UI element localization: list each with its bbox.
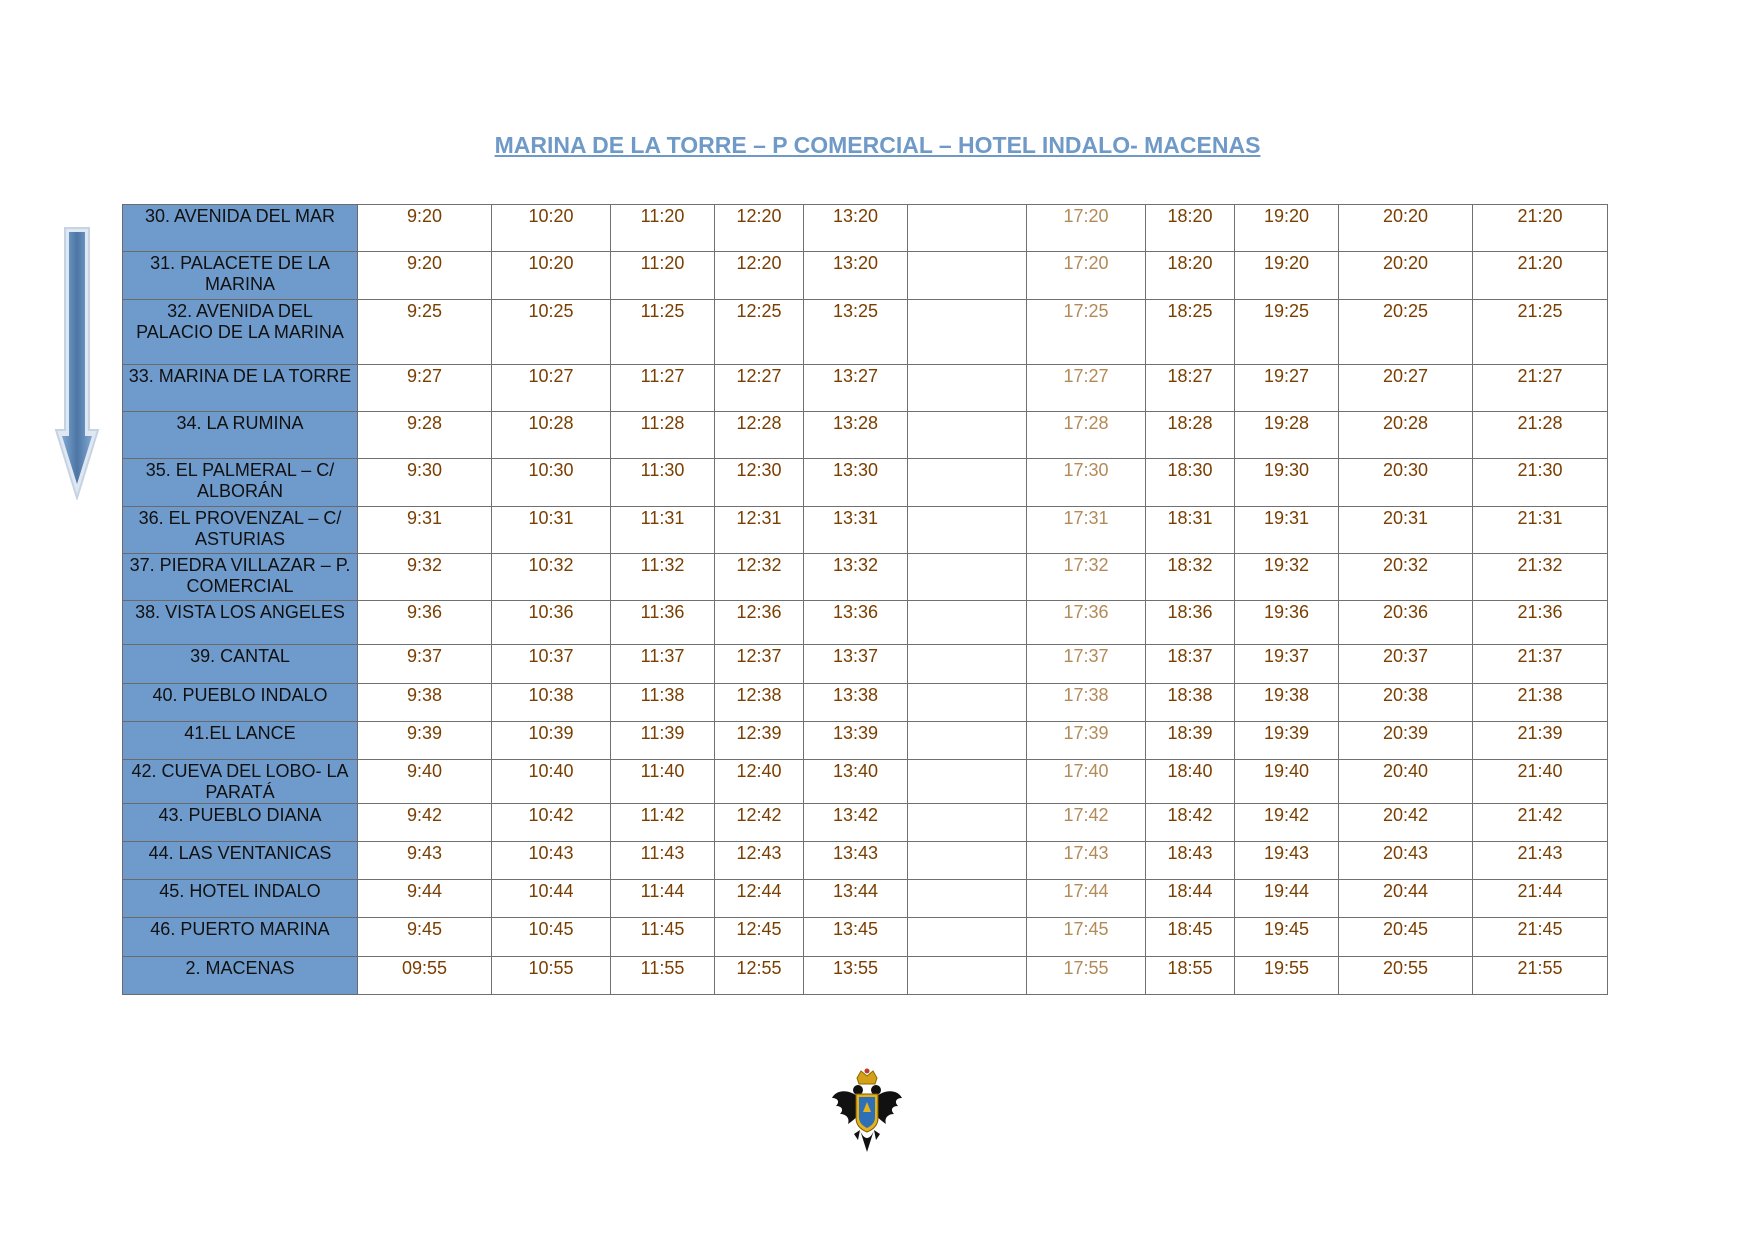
- empty-time-cell: [908, 300, 1027, 365]
- departure-time-cell: 10:39: [492, 722, 611, 760]
- departure-time-cell: 21:40: [1473, 760, 1608, 804]
- stop-name-cell: 37. PIEDRA VILLAZAR – P. COMERCIAL: [123, 554, 358, 601]
- departure-time-cell: 20:37: [1339, 645, 1473, 684]
- departure-time-cell: 17:42: [1027, 804, 1146, 842]
- stop-name-cell: 35. EL PALMERAL – C/ ALBORÁN: [123, 459, 358, 507]
- departure-time-cell: 12:42: [715, 804, 804, 842]
- departure-time-cell: 18:45: [1146, 918, 1235, 957]
- departure-time-cell: 19:31: [1235, 507, 1339, 554]
- departure-time-cell: 19:40: [1235, 760, 1339, 804]
- departure-time-cell: 19:25: [1235, 300, 1339, 365]
- departure-time-cell: 10:20: [492, 205, 611, 252]
- departure-time-cell: 18:39: [1146, 722, 1235, 760]
- departure-time-cell: 21:20: [1473, 252, 1608, 300]
- departure-time-cell: 20:25: [1339, 300, 1473, 365]
- departure-time-cell: 17:20: [1027, 205, 1146, 252]
- departure-time-cell: 20:43: [1339, 842, 1473, 880]
- departure-time-cell: 17:32: [1027, 554, 1146, 601]
- departure-time-cell: 9:43: [358, 842, 492, 880]
- departure-time-cell: 11:42: [611, 804, 715, 842]
- departure-time-cell: 11:55: [611, 957, 715, 995]
- stop-name-cell: 43. PUEBLO DIANA: [123, 804, 358, 842]
- empty-time-cell: [908, 722, 1027, 760]
- departure-time-cell: 09:55: [358, 957, 492, 995]
- departure-time-cell: 18:55: [1146, 957, 1235, 995]
- departure-time-cell: 11:20: [611, 205, 715, 252]
- departure-time-cell: 9:38: [358, 684, 492, 722]
- departure-time-cell: 17:37: [1027, 645, 1146, 684]
- table-row: [123, 957, 1608, 995]
- departure-time-cell: 13:30: [804, 459, 908, 507]
- departure-time-cell: 10:38: [492, 684, 611, 722]
- coat-of-arms-icon: [830, 1068, 904, 1156]
- departure-time-cell: 9:20: [358, 252, 492, 300]
- departure-time-cell: 10:45: [492, 918, 611, 957]
- empty-time-cell: [908, 880, 1027, 918]
- departure-time-cell: 17:43: [1027, 842, 1146, 880]
- table-row: [123, 722, 1608, 760]
- departure-time-cell: 20:45: [1339, 918, 1473, 957]
- departure-time-cell: 19:20: [1235, 252, 1339, 300]
- departure-time-cell: 20:38: [1339, 684, 1473, 722]
- departure-time-cell: 21:32: [1473, 554, 1608, 601]
- departure-time-cell: 20:44: [1339, 880, 1473, 918]
- departure-time-cell: 12:20: [715, 252, 804, 300]
- departure-time-cell: 11:30: [611, 459, 715, 507]
- departure-time-cell: 21:43: [1473, 842, 1608, 880]
- departure-time-cell: 12:30: [715, 459, 804, 507]
- table-row: [123, 412, 1608, 459]
- departure-time-cell: 17:28: [1027, 412, 1146, 459]
- departure-time-cell: 12:36: [715, 601, 804, 645]
- departure-time-cell: 21:25: [1473, 300, 1608, 365]
- table-row: [123, 507, 1608, 554]
- empty-time-cell: [908, 760, 1027, 804]
- table-row: [123, 300, 1608, 365]
- departure-time-cell: 18:20: [1146, 252, 1235, 300]
- table-row: [123, 684, 1608, 722]
- table-row: [123, 365, 1608, 412]
- departure-time-cell: 10:37: [492, 645, 611, 684]
- empty-time-cell: [908, 554, 1027, 601]
- departure-time-cell: 11:43: [611, 842, 715, 880]
- departure-time-cell: 18:20: [1146, 205, 1235, 252]
- table-row: [123, 842, 1608, 880]
- departure-time-cell: 12:44: [715, 880, 804, 918]
- departure-time-cell: 21:28: [1473, 412, 1608, 459]
- departure-time-cell: 11:20: [611, 252, 715, 300]
- stop-name-cell: 32. AVENIDA DEL PALACIO DE LA MARINA: [123, 300, 358, 365]
- stop-name-cell: 42. CUEVA DEL LOBO- LA PARATÁ: [123, 760, 358, 804]
- departure-time-cell: 18:38: [1146, 684, 1235, 722]
- empty-time-cell: [908, 645, 1027, 684]
- departure-time-cell: 11:32: [611, 554, 715, 601]
- departure-time-cell: 18:43: [1146, 842, 1235, 880]
- departure-time-cell: 18:42: [1146, 804, 1235, 842]
- departure-time-cell: 18:30: [1146, 459, 1235, 507]
- departure-time-cell: 13:20: [804, 252, 908, 300]
- departure-time-cell: 19:32: [1235, 554, 1339, 601]
- departure-time-cell: 12:25: [715, 300, 804, 365]
- departure-time-cell: 20:42: [1339, 804, 1473, 842]
- departure-time-cell: 10:30: [492, 459, 611, 507]
- departure-time-cell: 13:37: [804, 645, 908, 684]
- departure-time-cell: 9:37: [358, 645, 492, 684]
- departure-time-cell: 11:25: [611, 300, 715, 365]
- departure-time-cell: 21:44: [1473, 880, 1608, 918]
- departure-time-cell: 19:38: [1235, 684, 1339, 722]
- departure-time-cell: 18:28: [1146, 412, 1235, 459]
- departure-time-cell: 10:44: [492, 880, 611, 918]
- departure-time-cell: 19:20: [1235, 205, 1339, 252]
- departure-time-cell: 12:43: [715, 842, 804, 880]
- departure-time-cell: 20:40: [1339, 760, 1473, 804]
- departure-time-cell: 10:27: [492, 365, 611, 412]
- departure-time-cell: 13:36: [804, 601, 908, 645]
- departure-time-cell: 12:20: [715, 205, 804, 252]
- table-row: [123, 760, 1608, 804]
- departure-time-cell: 21:45: [1473, 918, 1608, 957]
- departure-time-cell: 13:20: [804, 205, 908, 252]
- departure-time-cell: 19:30: [1235, 459, 1339, 507]
- departure-time-cell: 11:36: [611, 601, 715, 645]
- table-row: [123, 918, 1608, 957]
- departure-time-cell: 18:25: [1146, 300, 1235, 365]
- empty-time-cell: [908, 842, 1027, 880]
- table-row: [123, 205, 1608, 252]
- departure-time-cell: 19:55: [1235, 957, 1339, 995]
- stop-name-cell: 33. MARINA DE LA TORRE: [123, 365, 358, 412]
- departure-time-cell: 13:39: [804, 722, 908, 760]
- departure-time-cell: 21:42: [1473, 804, 1608, 842]
- departure-time-cell: 11:28: [611, 412, 715, 459]
- departure-time-cell: 12:28: [715, 412, 804, 459]
- departure-time-cell: 11:27: [611, 365, 715, 412]
- stop-name-cell: 34. LA RUMINA: [123, 412, 358, 459]
- stop-name-cell: 41.EL LANCE: [123, 722, 358, 760]
- departure-time-cell: 11:31: [611, 507, 715, 554]
- empty-time-cell: [908, 252, 1027, 300]
- departure-time-cell: 10:28: [492, 412, 611, 459]
- departure-time-cell: 19:45: [1235, 918, 1339, 957]
- departure-time-cell: 11:39: [611, 722, 715, 760]
- departure-time-cell: 18:36: [1146, 601, 1235, 645]
- timetable: [122, 204, 1608, 995]
- departure-time-cell: 21:55: [1473, 957, 1608, 995]
- stop-name-cell: 2. MACENAS: [123, 957, 358, 995]
- departure-time-cell: 10:31: [492, 507, 611, 554]
- departure-time-cell: 18:31: [1146, 507, 1235, 554]
- departure-time-cell: 10:25: [492, 300, 611, 365]
- departure-time-cell: 20:32: [1339, 554, 1473, 601]
- departure-time-cell: 21:31: [1473, 507, 1608, 554]
- stop-name-cell: 30. AVENIDA DEL MAR: [123, 205, 358, 252]
- departure-time-cell: 12:27: [715, 365, 804, 412]
- departure-time-cell: 12:39: [715, 722, 804, 760]
- stop-name-cell: 40. PUEBLO INDALO: [123, 684, 358, 722]
- departure-time-cell: 13:44: [804, 880, 908, 918]
- departure-time-cell: 19:44: [1235, 880, 1339, 918]
- departure-time-cell: 10:32: [492, 554, 611, 601]
- departure-time-cell: 13:28: [804, 412, 908, 459]
- departure-time-cell: 17:27: [1027, 365, 1146, 412]
- empty-time-cell: [908, 412, 1027, 459]
- departure-time-cell: 20:27: [1339, 365, 1473, 412]
- departure-time-cell: 13:43: [804, 842, 908, 880]
- departure-time-cell: 17:36: [1027, 601, 1146, 645]
- stop-name-cell: 45. HOTEL INDALO: [123, 880, 358, 918]
- empty-time-cell: [908, 459, 1027, 507]
- departure-time-cell: 20:31: [1339, 507, 1473, 554]
- departure-time-cell: 10:43: [492, 842, 611, 880]
- departure-time-cell: 18:27: [1146, 365, 1235, 412]
- down-arrow-icon: [54, 226, 100, 500]
- departure-time-cell: 21:39: [1473, 722, 1608, 760]
- departure-time-cell: 9:44: [358, 880, 492, 918]
- departure-time-cell: 21:36: [1473, 601, 1608, 645]
- departure-time-cell: 17:30: [1027, 459, 1146, 507]
- departure-time-cell: 9:28: [358, 412, 492, 459]
- page-title: MARINA DE LA TORRE – P COMERCIAL – HOTEL INDALO- MACENAS: [494, 132, 1261, 158]
- departure-time-cell: 17:38: [1027, 684, 1146, 722]
- empty-time-cell: [908, 918, 1027, 957]
- departure-time-cell: 9:20: [358, 205, 492, 252]
- departure-time-cell: 13:45: [804, 918, 908, 957]
- stop-name-cell: 36. EL PROVENZAL – C/ ASTURIAS: [123, 507, 358, 554]
- departure-time-cell: 19:37: [1235, 645, 1339, 684]
- departure-time-cell: 10:42: [492, 804, 611, 842]
- departure-time-cell: 21:30: [1473, 459, 1608, 507]
- departure-time-cell: 13:27: [804, 365, 908, 412]
- departure-time-cell: 17:44: [1027, 880, 1146, 918]
- empty-time-cell: [908, 507, 1027, 554]
- departure-time-cell: 11:38: [611, 684, 715, 722]
- departure-time-cell: 13:38: [804, 684, 908, 722]
- departure-time-cell: 19:28: [1235, 412, 1339, 459]
- departure-time-cell: 9:39: [358, 722, 492, 760]
- departure-time-cell: 9:45: [358, 918, 492, 957]
- departure-time-cell: 12:32: [715, 554, 804, 601]
- table-row: [123, 804, 1608, 842]
- departure-time-cell: 13:42: [804, 804, 908, 842]
- departure-time-cell: 11:45: [611, 918, 715, 957]
- departure-time-cell: 10:36: [492, 601, 611, 645]
- departure-time-cell: 9:30: [358, 459, 492, 507]
- departure-time-cell: 17:45: [1027, 918, 1146, 957]
- departure-time-cell: 11:44: [611, 880, 715, 918]
- departure-time-cell: 13:55: [804, 957, 908, 995]
- table-row: [123, 880, 1608, 918]
- departure-time-cell: 19:39: [1235, 722, 1339, 760]
- departure-time-cell: 9:42: [358, 804, 492, 842]
- stop-name-cell: 46. PUERTO MARINA: [123, 918, 358, 957]
- departure-time-cell: 12:40: [715, 760, 804, 804]
- departure-time-cell: 11:37: [611, 645, 715, 684]
- empty-time-cell: [908, 365, 1027, 412]
- departure-time-cell: 21:38: [1473, 684, 1608, 722]
- departure-time-cell: 18:40: [1146, 760, 1235, 804]
- table-row: [123, 554, 1608, 601]
- departure-time-cell: 12:45: [715, 918, 804, 957]
- departure-time-cell: 20:20: [1339, 252, 1473, 300]
- departure-time-cell: 17:55: [1027, 957, 1146, 995]
- departure-time-cell: 12:31: [715, 507, 804, 554]
- departure-time-cell: 9:32: [358, 554, 492, 601]
- departure-time-cell: 11:40: [611, 760, 715, 804]
- table-row: [123, 601, 1608, 645]
- departure-time-cell: 9:31: [358, 507, 492, 554]
- departure-time-cell: 17:39: [1027, 722, 1146, 760]
- departure-time-cell: 18:32: [1146, 554, 1235, 601]
- empty-time-cell: [908, 684, 1027, 722]
- departure-time-cell: 20:36: [1339, 601, 1473, 645]
- departure-time-cell: 20:30: [1339, 459, 1473, 507]
- departure-time-cell: 20:20: [1339, 205, 1473, 252]
- departure-time-cell: 21:27: [1473, 365, 1608, 412]
- departure-time-cell: 20:39: [1339, 722, 1473, 760]
- departure-time-cell: 17:20: [1027, 252, 1146, 300]
- departure-time-cell: 19:27: [1235, 365, 1339, 412]
- table-row: [123, 645, 1608, 684]
- departure-time-cell: 21:37: [1473, 645, 1608, 684]
- empty-time-cell: [908, 957, 1027, 995]
- departure-time-cell: 10:20: [492, 252, 611, 300]
- departure-time-cell: 12:55: [715, 957, 804, 995]
- stop-name-cell: 31. PALACETE DE LA MARINA: [123, 252, 358, 300]
- departure-time-cell: 10:55: [492, 957, 611, 995]
- departure-time-cell: 17:40: [1027, 760, 1146, 804]
- departure-time-cell: 18:37: [1146, 645, 1235, 684]
- departure-time-cell: 13:25: [804, 300, 908, 365]
- empty-time-cell: [908, 205, 1027, 252]
- departure-time-cell: 19:43: [1235, 842, 1339, 880]
- stop-name-cell: 39. CANTAL: [123, 645, 358, 684]
- departure-time-cell: 21:20: [1473, 205, 1608, 252]
- departure-time-cell: 9:36: [358, 601, 492, 645]
- departure-time-cell: 13:31: [804, 507, 908, 554]
- stop-name-cell: 38. VISTA LOS ANGELES: [123, 601, 358, 645]
- stop-name-cell: 44. LAS VENTANICAS: [123, 842, 358, 880]
- departure-time-cell: 9:40: [358, 760, 492, 804]
- empty-time-cell: [908, 804, 1027, 842]
- departure-time-cell: 17:25: [1027, 300, 1146, 365]
- departure-time-cell: 13:40: [804, 760, 908, 804]
- departure-time-cell: 9:25: [358, 300, 492, 365]
- departure-time-cell: 19:42: [1235, 804, 1339, 842]
- departure-time-cell: 18:44: [1146, 880, 1235, 918]
- departure-time-cell: 19:36: [1235, 601, 1339, 645]
- table-row: [123, 252, 1608, 300]
- departure-time-cell: 10:40: [492, 760, 611, 804]
- departure-time-cell: 12:37: [715, 645, 804, 684]
- departure-time-cell: 13:32: [804, 554, 908, 601]
- departure-time-cell: 12:38: [715, 684, 804, 722]
- departure-time-cell: 9:27: [358, 365, 492, 412]
- departure-time-cell: 20:55: [1339, 957, 1473, 995]
- departure-time-cell: 17:31: [1027, 507, 1146, 554]
- table-row: [123, 459, 1608, 507]
- empty-time-cell: [908, 601, 1027, 645]
- departure-time-cell: 20:28: [1339, 412, 1473, 459]
